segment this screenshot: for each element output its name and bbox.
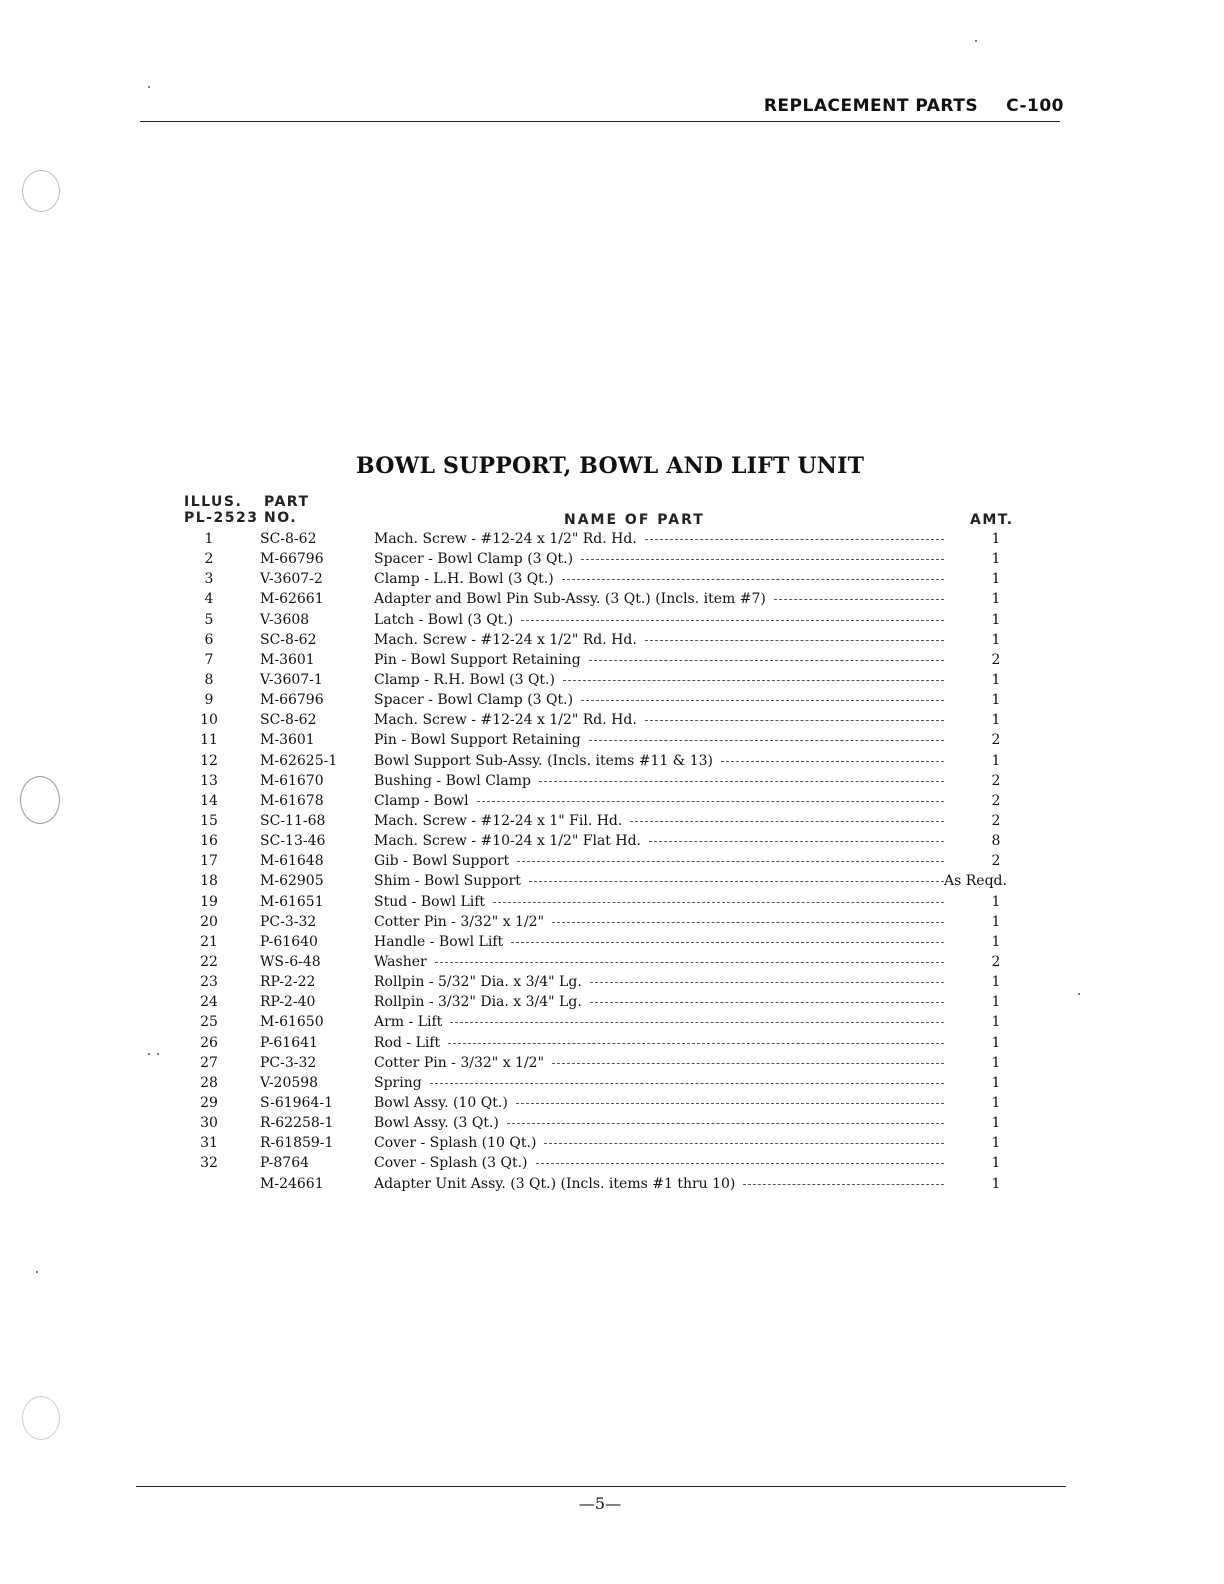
dot-leader <box>562 579 944 580</box>
header-model: C-100 <box>1006 96 1064 116</box>
part-number: R-61859-1 <box>260 1135 334 1152</box>
dot-leader <box>645 539 944 540</box>
table-row <box>0 1053 1224 1073</box>
amount: 1 <box>991 1175 1001 1192</box>
table-row <box>0 610 1224 630</box>
part-number: SC-8-62 <box>260 631 317 648</box>
part-name-cell <box>374 1053 944 1073</box>
part-name-cell <box>374 1174 944 1194</box>
table-row <box>0 791 1224 811</box>
part-name-cell <box>374 589 944 609</box>
dot-leader <box>435 962 944 963</box>
illus-number: 10 <box>200 712 218 729</box>
table-row <box>0 831 1224 851</box>
dot-leader <box>589 660 944 661</box>
table-row <box>0 972 1224 992</box>
part-name: Rod - Lift <box>374 1034 441 1051</box>
part-name-cell <box>374 912 944 932</box>
amount: 2 <box>991 812 1001 829</box>
part-number: M-24661 <box>260 1175 324 1192</box>
dot-leader <box>590 1002 944 1003</box>
part-name-cell <box>374 972 944 992</box>
table-row <box>0 1033 1224 1053</box>
part-name: Adapter and Bowl Pin Sub-Assy. (3 Qt.) (Incls. item #7) <box>374 591 766 608</box>
amount: 1 <box>991 591 1001 608</box>
part-number: P-61640 <box>260 933 318 950</box>
illus-number: 19 <box>200 893 218 910</box>
amount: 1 <box>991 893 1001 910</box>
part-name: Adapter Unit Assy. (3 Qt.) (Incls. items #1 thru 10) <box>374 1175 736 1192</box>
dot-leader <box>529 881 944 882</box>
part-name: Clamp - R.H. Bowl (3 Qt.) <box>374 671 555 688</box>
illus-number: 20 <box>200 913 218 930</box>
illus-number: 29 <box>200 1094 218 1111</box>
table-row <box>0 992 1224 1012</box>
part-name-cell <box>374 710 944 730</box>
part-name: Cover - Splash (3 Qt.) <box>374 1155 528 1172</box>
part-name-cell <box>374 569 944 589</box>
scan-speck <box>975 40 977 42</box>
part-number: RP-2-40 <box>260 994 316 1011</box>
part-number: SC-13-46 <box>260 833 326 850</box>
header-title: REPLACEMENT PARTS <box>763 96 979 116</box>
part-number: M-61670 <box>260 772 324 789</box>
part-number: RP-2-22 <box>260 974 316 991</box>
column-header-illus <box>184 494 258 526</box>
table-row <box>0 569 1224 589</box>
dot-leader <box>536 1163 944 1164</box>
part-number: M-3601 <box>260 732 315 749</box>
table-row <box>0 751 1224 771</box>
table-row <box>0 1093 1224 1113</box>
part-number: PC-3-32 <box>260 1054 317 1071</box>
part-name: Rollpin - 5/32" Dia. x 3/4" Lg. <box>374 974 582 991</box>
illus-number: 4 <box>204 591 214 608</box>
amount: 1 <box>991 752 1001 769</box>
illus-number: 14 <box>200 792 218 809</box>
part-name-cell <box>374 831 944 851</box>
part-name-cell <box>374 791 944 811</box>
column-header-name: NAME OF PART <box>564 512 705 528</box>
table-row <box>0 811 1224 831</box>
part-name: Pin - Bowl Support Retaining <box>374 732 581 749</box>
part-name: Mach. Screw - #10-24 x 1/2" Flat Hd. <box>374 833 642 850</box>
illus-number: 18 <box>200 873 218 890</box>
amount: 1 <box>991 1135 1001 1152</box>
illus-number: 27 <box>200 1054 218 1071</box>
dot-leader <box>448 1043 944 1044</box>
part-name-cell <box>374 871 944 891</box>
dot-leader <box>552 922 944 923</box>
part-name: Bushing - Bowl Clamp <box>374 772 531 789</box>
illus-number: 25 <box>200 1014 218 1031</box>
part-number: M-61650 <box>260 1014 324 1031</box>
part-name: Latch - Bowl (3 Qt.) <box>374 611 514 628</box>
part-number: M-62625-1 <box>260 752 338 769</box>
part-name-cell <box>374 932 944 952</box>
part-name-cell <box>374 610 944 630</box>
illus-number: 31 <box>200 1135 218 1152</box>
illus-number: 17 <box>200 853 218 870</box>
part-number: M-62905 <box>260 873 324 890</box>
part-name-cell <box>374 751 944 771</box>
part-name-cell <box>374 1093 944 1113</box>
amount: 1 <box>991 531 1001 547</box>
amount: 1 <box>991 1054 1001 1071</box>
dot-leader <box>516 1103 944 1104</box>
part-number: M-3601 <box>260 651 315 668</box>
part-name: Rollpin - 3/32" Dia. x 3/4" Lg. <box>374 994 582 1011</box>
column-header-part-line1: PART <box>264 494 310 510</box>
illus-number: 3 <box>204 571 214 588</box>
amount: 1 <box>991 671 1001 688</box>
part-name-cell <box>374 730 944 750</box>
amount: 1 <box>991 571 1001 588</box>
column-header-part-line2: NO. <box>264 510 298 526</box>
part-number: SC-8-62 <box>260 531 317 547</box>
dot-leader <box>645 720 944 721</box>
dot-leader <box>552 1063 944 1064</box>
table-row <box>0 730 1224 750</box>
table-row <box>0 771 1224 791</box>
part-name: Gib - Bowl Support <box>374 853 510 870</box>
dot-leader <box>521 620 944 621</box>
part-number: V-3607-2 <box>260 571 323 588</box>
table-row <box>0 1012 1224 1032</box>
dot-leader <box>493 902 944 903</box>
table-row <box>0 932 1224 952</box>
part-name-cell <box>374 549 944 569</box>
illus-number: 8 <box>204 671 214 688</box>
part-name: Stud - Bowl Lift <box>374 893 486 910</box>
part-number: V-3608 <box>260 611 310 628</box>
illus-number: 28 <box>200 1074 218 1091</box>
dot-leader <box>507 1123 944 1124</box>
amount: 2 <box>991 732 1001 749</box>
dot-leader <box>477 801 944 802</box>
part-number: M-66796 <box>260 551 324 568</box>
part-name: Cover - Splash (10 Qt.) <box>374 1135 537 1152</box>
amount: 1 <box>991 1034 1001 1051</box>
amount: 2 <box>991 792 1001 809</box>
amount: 1 <box>991 611 1001 628</box>
amount: 2 <box>991 772 1001 789</box>
part-name: Washer <box>374 953 427 970</box>
part-number: P-8764 <box>260 1155 310 1172</box>
part-name-cell <box>374 892 944 912</box>
table-row <box>0 1133 1224 1153</box>
amount: 1 <box>991 1014 1001 1031</box>
part-number: M-61678 <box>260 792 324 809</box>
amount: 2 <box>991 651 1001 668</box>
illus-number: 30 <box>200 1115 218 1132</box>
amount: 1 <box>991 994 1001 1011</box>
amount: 1 <box>991 551 1001 568</box>
column-header-amt: AMT. <box>970 512 1014 528</box>
table-row <box>0 912 1224 932</box>
table-row <box>0 589 1224 609</box>
illus-number: 21 <box>200 933 218 950</box>
column-header-illus-line2: PL-2523 <box>184 510 259 526</box>
table-row <box>0 952 1224 972</box>
amount: 1 <box>991 913 1001 930</box>
amount: 1 <box>991 1115 1001 1132</box>
part-name-cell <box>374 650 944 670</box>
part-number: V-20598 <box>260 1074 319 1091</box>
part-name-cell <box>374 1012 944 1032</box>
table-row <box>0 670 1224 690</box>
footer-rule <box>136 1486 1066 1487</box>
part-name-cell <box>374 670 944 690</box>
part-name-cell <box>374 1073 944 1093</box>
scan-speck <box>36 1271 38 1273</box>
part-name-cell <box>374 690 944 710</box>
dot-leader <box>581 700 944 701</box>
amount: 1 <box>991 692 1001 709</box>
parts-list <box>0 529 1224 1194</box>
illus-number: 1 <box>204 531 214 547</box>
part-name: Handle - Bowl Lift <box>374 933 504 950</box>
binder-hole-top <box>22 170 60 212</box>
dot-leader <box>517 861 944 862</box>
part-number: WS-6-48 <box>260 953 321 970</box>
illus-number: 13 <box>200 772 218 789</box>
illus-number: 16 <box>200 833 218 850</box>
part-name-cell <box>374 1133 944 1153</box>
column-header-illus-line1: ILLUS. <box>184 494 243 510</box>
part-name: Shim - Bowl Support <box>374 873 521 890</box>
amount: 2 <box>991 853 1001 870</box>
table-row <box>0 1174 1224 1194</box>
part-number: P-61641 <box>260 1034 318 1051</box>
amount: 1 <box>991 1074 1001 1091</box>
dot-leader <box>774 599 944 600</box>
part-name-cell <box>374 851 944 871</box>
part-name: Arm - Lift <box>374 1014 443 1031</box>
illus-number: 2 <box>204 551 214 568</box>
part-number: PC-3-32 <box>260 913 317 930</box>
header-rule <box>140 121 1060 122</box>
part-number: M-66796 <box>260 692 324 709</box>
part-name: Bowl Assy. (10 Qt.) <box>374 1094 508 1111</box>
table-row <box>0 871 1224 891</box>
page-number: —5— <box>578 1494 622 1513</box>
dot-leader <box>544 1143 944 1144</box>
part-name-cell <box>374 1153 944 1173</box>
part-name-cell <box>374 771 944 791</box>
part-name-cell <box>374 529 944 549</box>
illus-number: 6 <box>204 631 214 648</box>
part-name-cell <box>374 1033 944 1053</box>
illus-number: 15 <box>200 812 218 829</box>
amount: 1 <box>991 631 1001 648</box>
part-name: Bowl Assy. (3 Qt.) <box>374 1115 499 1132</box>
part-name: Spacer - Bowl Clamp (3 Qt.) <box>374 551 574 568</box>
part-number: SC-11-68 <box>260 812 326 829</box>
part-name-cell <box>374 952 944 972</box>
dot-leader <box>649 841 944 842</box>
part-name: Clamp - Bowl <box>374 792 469 809</box>
part-name: Cotter Pin - 3/32" x 1/2" <box>374 1054 545 1071</box>
amount: As Reqd. <box>944 873 1007 890</box>
dot-leader <box>590 982 944 983</box>
illus-number: 26 <box>200 1034 218 1051</box>
part-name: Clamp - L.H. Bowl (3 Qt.) <box>374 571 554 588</box>
part-name: Bowl Support Sub-Assy. (Incls. items #11 & 13) <box>374 752 713 769</box>
illus-number: 24 <box>200 994 218 1011</box>
illus-number: 12 <box>200 752 218 769</box>
part-name-cell <box>374 630 944 650</box>
page-header <box>764 96 1064 116</box>
dot-leader <box>430 1083 944 1084</box>
amount: 1 <box>991 974 1001 991</box>
part-number: SC-8-62 <box>260 712 317 729</box>
part-name-cell <box>374 811 944 831</box>
amount: 1 <box>991 1094 1001 1111</box>
part-number: M-62661 <box>260 591 324 608</box>
table-row <box>0 1153 1224 1173</box>
illus-number: 7 <box>204 651 214 668</box>
part-name: Pin - Bowl Support Retaining <box>374 651 581 668</box>
illus-number: 32 <box>200 1155 218 1172</box>
dot-leader <box>563 680 944 681</box>
table-row <box>0 690 1224 710</box>
amount: 2 <box>991 953 1001 970</box>
amount: 1 <box>991 933 1001 950</box>
table-row <box>0 1113 1224 1133</box>
part-name: Mach. Screw - #12-24 x 1/2" Rd. Hd. <box>374 712 637 729</box>
column-header-part-no <box>264 494 310 526</box>
table-row <box>0 892 1224 912</box>
illus-number: 11 <box>200 732 218 749</box>
part-name: Spacer - Bowl Clamp (3 Qt.) <box>374 692 574 709</box>
part-number: S-61964-1 <box>260 1094 334 1111</box>
part-name-cell <box>374 1113 944 1133</box>
table-row <box>0 710 1224 730</box>
binder-hole-bottom <box>22 1396 60 1440</box>
part-number: V-3607-1 <box>260 671 323 688</box>
scan-speck <box>148 86 150 88</box>
illus-number: 5 <box>204 611 214 628</box>
dot-leader <box>539 781 944 782</box>
part-name: Mach. Screw - #12-24 x 1/2" Rd. Hd. <box>374 631 637 648</box>
amount: 8 <box>991 833 1001 850</box>
table-row <box>0 529 1224 549</box>
table-row <box>0 650 1224 670</box>
illus-number: 9 <box>204 692 214 709</box>
dot-leader <box>581 559 944 560</box>
part-number: M-61648 <box>260 853 324 870</box>
dot-leader <box>645 640 944 641</box>
part-name: Mach. Screw - #12-24 x 1" Fil. Hd. <box>374 812 623 829</box>
dot-leader <box>511 942 944 943</box>
part-name: Mach. Screw - #12-24 x 1/2" Rd. Hd. <box>374 531 637 547</box>
dot-leader <box>630 821 944 822</box>
section-title: BOWL SUPPORT, BOWL AND LIFT UNIT <box>356 453 865 479</box>
table-row <box>0 630 1224 650</box>
dot-leader <box>450 1022 944 1023</box>
illus-number: 23 <box>200 974 218 991</box>
part-name-cell <box>374 992 944 1012</box>
table-row <box>0 851 1224 871</box>
table-row <box>0 1073 1224 1093</box>
amount: 1 <box>991 712 1001 729</box>
part-name: Cotter Pin - 3/32" x 1/2" <box>374 913 545 930</box>
part-number: R-62258-1 <box>260 1115 334 1132</box>
part-name: Spring <box>374 1074 422 1091</box>
table-row <box>0 549 1224 569</box>
dot-leader <box>743 1184 944 1185</box>
dot-leader <box>721 761 944 762</box>
illus-number: 22 <box>200 953 218 970</box>
part-number: M-61651 <box>260 893 324 910</box>
amount: 1 <box>991 1155 1001 1172</box>
dot-leader <box>589 740 944 741</box>
